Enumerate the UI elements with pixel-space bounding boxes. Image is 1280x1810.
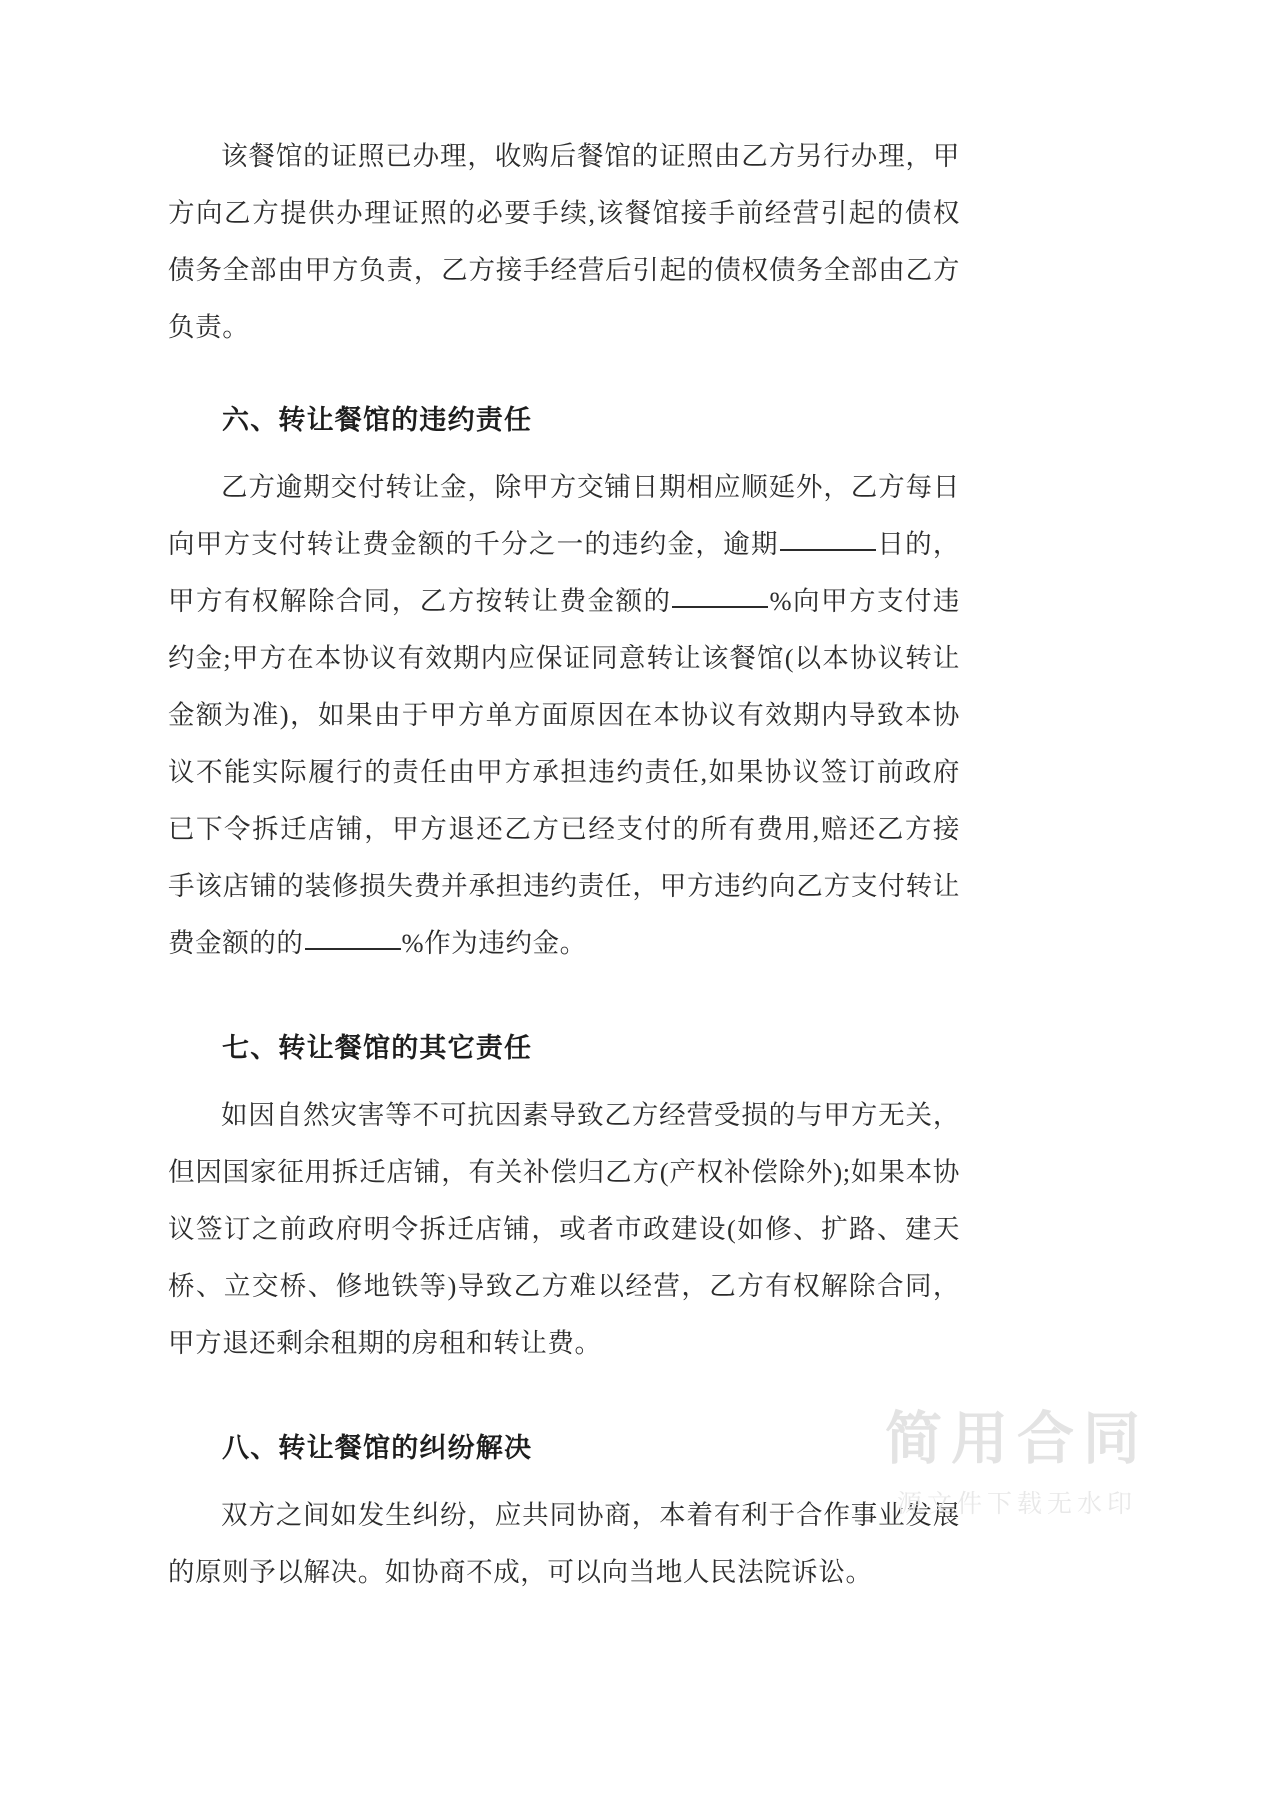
blank-overdue-days[interactable]	[780, 523, 876, 552]
watermark-tagline: 源文件下载无水印	[896, 1490, 1137, 1518]
section-six-segment-2: 日的，甲方有权解除合同，乙方按转让费金额的	[168, 529, 960, 616]
section-six-segment-1: 乙方逾期交付转让金，除甲方交铺日期相应顺延外，乙方每日向甲方支付转让费金额的千分之一的违约金，逾期	[168, 472, 960, 559]
document-body	[168, 128, 960, 1601]
spacer	[168, 1372, 960, 1394]
spacer	[168, 972, 960, 994]
spacer	[168, 356, 960, 366]
paragraph-licenses: 该餐馆的证照已办理，收购后餐馆的证照由乙方另行办理，甲方向乙方提供办理证照的必要手续,该餐馆接手前经营引起的债权债务全部由甲方负责，乙方接手经营后引起的债权债务全部由乙方负责。	[168, 141, 960, 342]
watermark-brand: 简用合同	[885, 1407, 1149, 1472]
paragraph-section-seven: 如因自然灾害等不可抗因素导致乙方经营受损的与甲方无关，但因国家征用拆迁店铺，有关补偿归乙方(产权补偿除外);如果本协议签订之前政府明令拆迁店铺，或者市政建设(如修、扩路、建天桥、立交桥、修地铁等)导致乙方难以经营，乙方有权解除合同，甲方退还剩余租期的房租和转让费。	[168, 1100, 960, 1358]
section-six-segment-3: %向甲方支付违约金;甲方在本协议有效期内应保证同意转让该餐馆(以本协议转让金额为准)，如果由于甲方单方面原因在本协议有效期内导致本协议不能实际履行的责任由甲方承担违约责任,如果协议签订前政府已下令拆迁店铺，甲方退还乙方已经支付的所有费用,赔还乙方接手该店铺的装修损失费并承担违约责任，甲方违约向乙方支付转让费金额的的	[168, 586, 960, 958]
paragraph-section-eight: 双方之间如发生纠纷，应共同协商，本着有利于合作事业发展的原则予以解决。如协商不成，可以向当地人民法院诉讼。	[168, 1500, 960, 1587]
blank-party-a-penalty-percent[interactable]	[305, 922, 401, 951]
heading-section-seven: 七、转让餐馆的其它责任	[222, 1033, 533, 1063]
section-six-segment-4: %作为违约金。	[401, 928, 587, 958]
heading-section-eight: 八、转让餐馆的纠纷解决	[222, 1433, 533, 1463]
heading-section-six: 六、转让餐馆的违约责任	[222, 405, 533, 435]
paragraph-section-six	[168, 459, 960, 972]
blank-party-b-penalty-percent[interactable]	[672, 580, 768, 609]
